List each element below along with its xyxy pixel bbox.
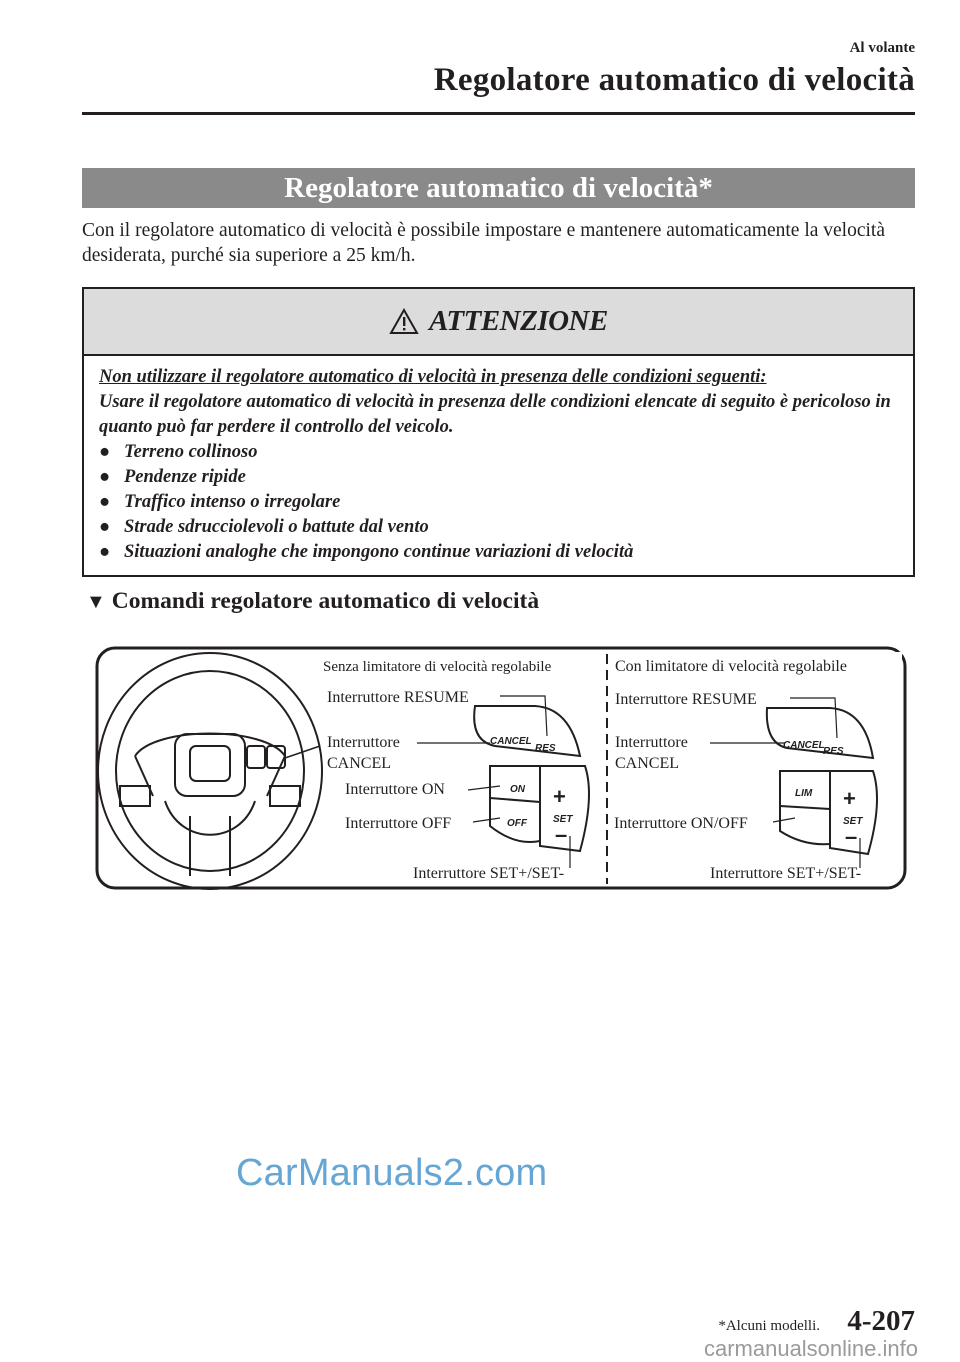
intro-paragraph: Con il regolatore automatico di velocità è possibile impostare e mantenere automaticamente la velocità desiderata, purché sia superiore a 25 km/h.: [82, 220, 885, 266]
right-set-label: Interruttore SET+/SET-: [710, 865, 862, 882]
list-item: ● Situazioni analoghe che impongono continue variazioni di velocità: [99, 540, 911, 565]
right-cancel-label-2: CANCEL: [615, 755, 679, 772]
section-title: Regolatore automatico di velocità*: [284, 171, 713, 204]
warning-box: [82, 287, 915, 577]
warning-list: [99, 440, 911, 565]
site-watermark: carmanualsonline.info: [703, 1336, 918, 1361]
svg-text:CANCEL: CANCEL: [490, 736, 532, 747]
header-rule: [82, 112, 915, 115]
svg-text:+: +: [843, 786, 856, 811]
footnote: *Alcuni modelli.: [718, 1318, 820, 1334]
page-title: Regolatore automatico di velocità: [433, 62, 915, 98]
subsection-heading: [86, 588, 539, 615]
section-banner: [82, 168, 915, 208]
list-item: ● Strade sdrucciolevoli o battute dal vento: [99, 515, 911, 540]
svg-text:CANCEL: CANCEL: [783, 740, 825, 751]
right-onoff-label: Interruttore ON/OFF: [614, 815, 748, 832]
warning-triangle-icon: [389, 308, 419, 335]
warning-body: [99, 365, 911, 565]
page-number: 4-207: [847, 1305, 915, 1337]
left-cancel-label-2: CANCEL: [327, 755, 391, 772]
left-panel-title: Senza limitatore di velocità regolabile: [323, 659, 552, 675]
svg-text:RES: RES: [823, 746, 844, 757]
warning-text: Usare il regolatore automatico di velocità in presenza delle condizioni elencate di seguito è pericoloso in quanto può far perdere il controllo del veicolo.: [99, 392, 891, 437]
svg-text:LIM: LIM: [795, 788, 813, 799]
left-set-label: Interruttore SET+/SET-: [413, 865, 565, 882]
left-off-label: Interruttore OFF: [345, 815, 452, 832]
right-panel-title: Con limitatore di velocità regolabile: [615, 658, 847, 675]
svg-text:OFF: OFF: [507, 818, 527, 829]
triangle-down-icon: ▼: [86, 591, 106, 613]
left-cancel-label-1: Interruttore: [327, 734, 400, 751]
subsection-title: Comandi regolatore automatico di velocità: [111, 588, 540, 614]
list-item: ● Traffico intenso o irregolare: [99, 490, 911, 515]
chapter-label: Al volante: [849, 40, 915, 56]
warning-lead: Non utilizzare il regolatore automatico di velocità in presenza delle condizioni seguenti:: [99, 367, 767, 387]
left-resume-label: Interruttore RESUME: [327, 689, 469, 706]
cruise-control-figure: [95, 646, 907, 891]
figure-frame: [97, 648, 905, 888]
watermark: CarManuals2.com: [236, 1152, 548, 1194]
bullet-icon: ●: [99, 442, 111, 462]
left-on-label: Interruttore ON: [345, 781, 445, 798]
figure-svg: [95, 646, 907, 891]
svg-text:–: –: [555, 822, 568, 847]
svg-text:–: –: [845, 824, 858, 849]
bullet-icon: ●: [99, 492, 111, 512]
bullet-icon: ●: [99, 542, 111, 562]
warning-header: [84, 289, 913, 356]
svg-text:SET: SET: [843, 816, 863, 827]
svg-text:RES: RES: [535, 743, 556, 754]
svg-text:+: +: [553, 784, 566, 809]
svg-text:SET: SET: [553, 814, 573, 825]
list-item: ● Terreno collinoso: [99, 440, 911, 465]
warning-title: ATTENZIONE: [429, 305, 608, 337]
right-cancel-label-1: Interruttore: [615, 734, 688, 751]
right-resume-label: Interruttore RESUME: [615, 691, 757, 708]
list-item: ● Pendenze ripide: [99, 465, 911, 490]
bullet-icon: ●: [99, 517, 111, 537]
svg-text:ON: ON: [510, 784, 525, 795]
bullet-icon: ●: [99, 467, 111, 487]
